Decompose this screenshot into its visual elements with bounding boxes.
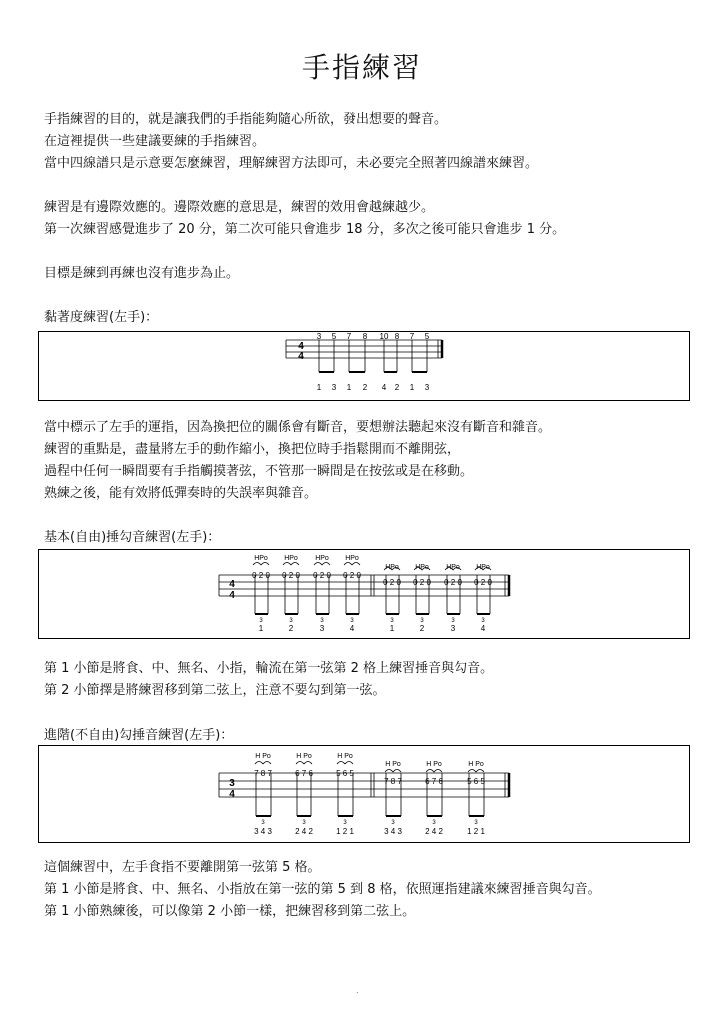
ex2-hpo-mark: HPo bbox=[254, 555, 268, 562]
ex1-tab bbox=[39, 332, 689, 400]
ex1-finger: 4 bbox=[381, 383, 387, 392]
ex3-finger-group: 1 2 1 bbox=[336, 827, 354, 836]
ex2-triplet: 3 bbox=[451, 618, 455, 624]
ex1-finger: 3 bbox=[424, 383, 430, 392]
ex3-triplet: 3 bbox=[261, 820, 265, 826]
ex3-note-2: 第 1 小節是將食、中、無名、小指放在第一弦的第 5 到 8 格，依照運指建議來練習捶音與勾音。 bbox=[44, 882, 601, 897]
ex3-triplet: 3 bbox=[474, 820, 478, 826]
page-title: 手指練習 bbox=[301, 51, 422, 84]
ex1-fret: 8 bbox=[362, 332, 368, 341]
ex1-heading: 黏著度練習(左手)： bbox=[44, 310, 159, 325]
ex3-finger-group: 3 4 3 bbox=[384, 827, 402, 836]
ex3-note-group: 5 6 5 bbox=[467, 777, 485, 786]
ex1-note-4: 熟練之後，能有效將低彈奏時的失誤率與雜音。 bbox=[44, 486, 318, 501]
ex2-note-group: 0 2 0 bbox=[313, 571, 331, 580]
ex1-time-top: 4 bbox=[298, 341, 304, 352]
ex2-hpo-mark: HPo bbox=[385, 564, 399, 571]
goal-line: 目標是練到再練也沒有進步為止。 bbox=[44, 266, 240, 281]
ex1-fret: 5 bbox=[331, 332, 337, 341]
ex3-triplet: 3 bbox=[343, 820, 347, 826]
ex2-triplet: 3 bbox=[390, 618, 394, 624]
ex2-triplet: 3 bbox=[289, 618, 293, 624]
ex3-note-1: 這個練習中，左手食指不要離開第一弦第 5 格。 bbox=[44, 860, 321, 875]
ex1-time-bottom: 4 bbox=[298, 351, 304, 362]
ex1-tab-box bbox=[38, 331, 690, 401]
ex3-finger-group: 2 4 2 bbox=[295, 827, 313, 836]
ex3-note-group: 6 7 6 bbox=[425, 777, 443, 786]
intro-line-2: 在這裡提供一些建議要練的手指練習。 bbox=[44, 134, 266, 149]
ex2-triplet: 3 bbox=[481, 618, 485, 624]
ex3-time-top: 3 bbox=[229, 778, 235, 789]
ex3-tab-box bbox=[38, 745, 690, 843]
ex2-triplet: 3 bbox=[259, 618, 263, 624]
ex2-finger: 1 bbox=[258, 624, 264, 633]
ex2-time-top: 4 bbox=[229, 579, 235, 590]
ex1-note-2: 練習的重點是，盡量將左手的動作縮小，換把位時手指鬆開而不離開弦， bbox=[44, 442, 461, 457]
ex1-fret: 8 bbox=[394, 332, 400, 341]
ex2-note-group: 0 2 0 bbox=[343, 571, 361, 580]
ex2-note-1: 第 1 小節是將食、中、無名、小指，輪流在第一弦第 2 格上練習捶音與勾音。 bbox=[44, 661, 494, 676]
ex3-hpo-mark: H Po bbox=[385, 761, 401, 768]
ex2-hpo-mark: HPo bbox=[284, 555, 298, 562]
ex3-finger-group: 2 4 2 bbox=[425, 827, 443, 836]
ex1-finger: 1 bbox=[409, 383, 415, 392]
ex2-hpo-mark: HPo bbox=[315, 555, 329, 562]
ex2-time-bottom: 4 bbox=[229, 590, 235, 601]
marginal-line-1: 練習是有邊際效應的。邊際效應的意思是，練習的效用會越練越少。 bbox=[44, 200, 435, 215]
ex2-hpo-mark: HPo bbox=[415, 564, 429, 571]
ex2-note-group: 0 2 0 bbox=[252, 571, 270, 580]
intro-line-1: 手指練習的目的，就是讓我們的手指能夠隨心所欲，發出想要的聲音。 bbox=[44, 112, 448, 127]
ex3-finger-group: 3 4 3 bbox=[254, 827, 272, 836]
ex3-tab bbox=[39, 746, 689, 842]
ex2-finger: 2 bbox=[419, 624, 425, 633]
ex3-triplet: 3 bbox=[302, 820, 306, 826]
ex2-note-2: 第 2 小節擇是將練習移到第二弦上，注意不要勾到第一弦。 bbox=[44, 683, 386, 698]
ex2-triplet: 3 bbox=[320, 618, 324, 624]
ex2-finger: 4 bbox=[480, 624, 486, 633]
ex1-fret: 10 bbox=[379, 332, 389, 341]
ex2-finger: 3 bbox=[319, 624, 325, 633]
marginal-line-2: 第一次練習感覺進步了 20 分，第二次可能只會進步 18 分，多次之後可能只會進步 1 分。 bbox=[44, 222, 566, 237]
ex2-heading: 基本(自由)捶勾音練習(左手)： bbox=[44, 530, 221, 545]
footer-mark: . bbox=[356, 986, 359, 995]
ex3-note-group: 7 8 7 bbox=[384, 777, 402, 786]
ex2-triplet: 3 bbox=[350, 618, 354, 624]
ex2-note-group: 0 2 0 bbox=[444, 578, 462, 587]
ex1-finger: 2 bbox=[362, 383, 368, 392]
ex2-finger: 1 bbox=[389, 624, 395, 633]
ex3-triplet: 3 bbox=[432, 820, 436, 826]
ex1-note-3: 過程中任何一瞬間要有手指觸摸著弦，不管那一瞬間是在按弦或是在移動。 bbox=[44, 464, 474, 479]
ex3-note-group: 6 7 6 bbox=[295, 769, 313, 778]
ex3-hpo-mark: H Po bbox=[255, 753, 271, 760]
ex3-time-bottom: 4 bbox=[229, 789, 235, 800]
ex1-fret: 3 bbox=[316, 332, 322, 341]
ex3-triplet: 3 bbox=[391, 820, 395, 826]
ex2-finger: 2 bbox=[288, 624, 294, 633]
ex3-heading: 進階(不自由)勾捶音練習(左手)： bbox=[44, 728, 234, 743]
ex1-finger: 1 bbox=[316, 383, 322, 392]
ex2-tab-box bbox=[38, 549, 690, 639]
ex1-fret: 7 bbox=[409, 332, 415, 341]
ex1-note-1: 當中標示了左手的運指，因為換把位的關係會有斷音，要想辦法聽起來沒有斷音和雜音。 bbox=[44, 420, 552, 435]
ex3-finger-group: 1 2 1 bbox=[467, 827, 485, 836]
ex2-finger: 3 bbox=[450, 624, 456, 633]
ex2-hpo-mark: HPo bbox=[476, 564, 490, 571]
ex1-fret: 5 bbox=[424, 332, 430, 341]
ex3-hpo-mark: H Po bbox=[337, 753, 353, 760]
ex2-note-group: 0 2 0 bbox=[282, 571, 300, 580]
ex3-note-group: 7 8 7 bbox=[254, 769, 272, 778]
ex2-note-group: 0 2 0 bbox=[413, 578, 431, 587]
ex3-hpo-mark: H Po bbox=[468, 761, 484, 768]
intro-line-3: 當中四線譜只是示意要怎麼練習，理解練習方法即可，未必要完全照著四線譜來練習。 bbox=[44, 156, 539, 171]
ex3-hpo-mark: H Po bbox=[426, 761, 442, 768]
ex2-hpo-mark: HPo bbox=[345, 555, 359, 562]
ex2-note-group: 0 2 0 bbox=[474, 578, 492, 587]
ex2-note-group: 0 2 0 bbox=[383, 578, 401, 587]
ex3-hpo-mark: H Po bbox=[296, 753, 312, 760]
ex1-finger: 2 bbox=[394, 383, 400, 392]
ex2-tab bbox=[39, 550, 689, 638]
ex2-finger: 4 bbox=[349, 624, 355, 633]
ex2-triplet: 3 bbox=[420, 618, 424, 624]
ex1-finger: 1 bbox=[346, 383, 352, 392]
ex1-finger: 3 bbox=[331, 383, 337, 392]
ex2-hpo-mark: HPo bbox=[446, 564, 460, 571]
ex1-fret: 7 bbox=[346, 332, 352, 341]
ex3-note-group: 5 6 5 bbox=[336, 769, 354, 778]
ex3-note-3: 第 1 小節熟練後，可以像第 2 小節一樣，把練習移到第二弦上。 bbox=[44, 904, 416, 919]
